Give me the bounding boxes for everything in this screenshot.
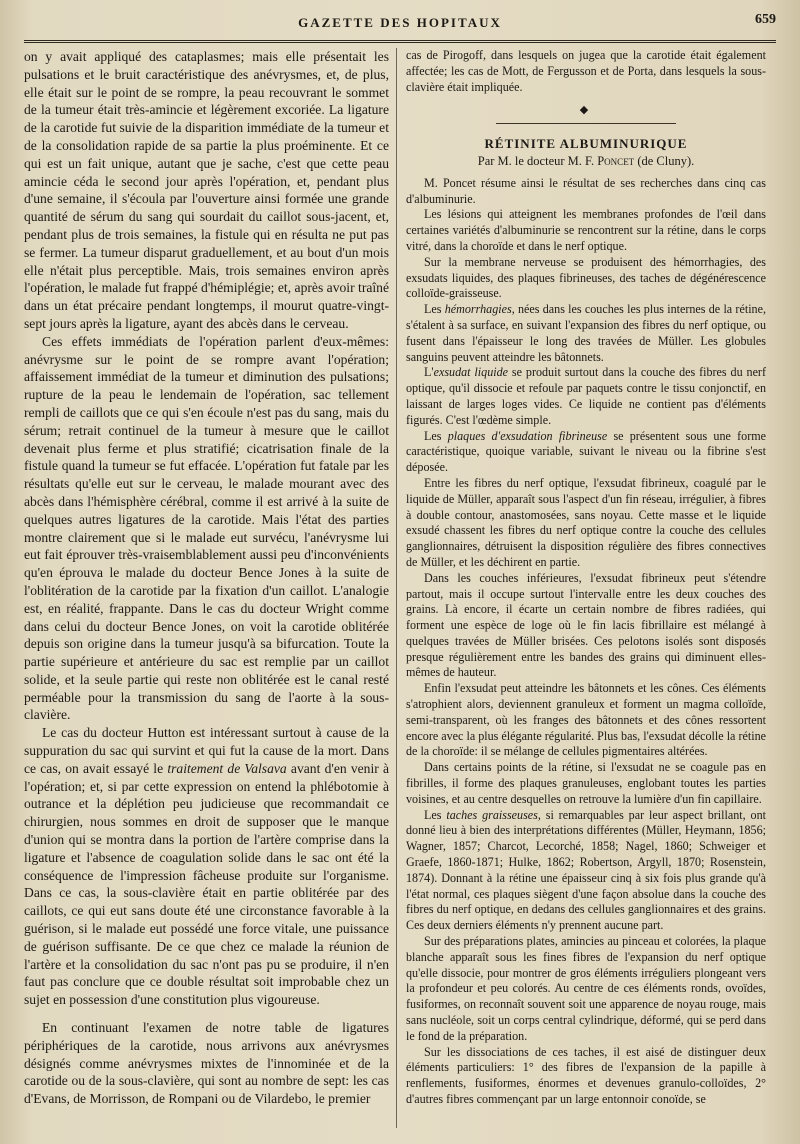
paragraph: Sur les dissociations de ces taches, il est aisé de distinguer deux éléments particuliers: 1° des fibres de l'expansion de la papille à renflements, fusiformes, énormes et devenues granulo-colloïdes, 2° d'autres fibres commençant par un large entonnoir conoïde, se	[406, 1044, 766, 1106]
page-header	[24, 6, 776, 43]
paragraph: En continuant l'examen de notre table de ligatures périphériques de la carotide, nous arrivons aux anévrysmes désignés comme anévrysmes mixtes de l'innominée et de la carotide ou de la sous-clavière, qui sont au nombre de sept: les cas d'Evans, de Morrisson, de Rompani ou de Vilardebo, le premier	[24, 1020, 389, 1107]
paragraph: on y avait appliqué des cataplasmes; mais elle présentait les pulsations et le bruit caractéristique des anévrysmes, et, de plus, elle était sur le point de se rompre, la peau recouvrant le sommet de la tumeur était très-amincie et légèrement excoriée. La ligature de la carotide fut suivie de la disparition immédiate de la tumeur et de la consolidation rapide de sa partie la plus proéminente. Et ce qui est un fait unique, autant que je sache, c'est que cette peau amincie céda le second jour après l'opération, et, pendant plus d'une semaine, il s'écoula par l'ouverture ainsi formée une grande quantité de sérum du sang qui sourdait du caillot sous-jacent, et, pendant plus de trois semaines, la fistule qui en résulta ne put pas se fermer. La tumeur disparut graduellement, et au bout d'un mois elle n'était plus perceptible. Mais, trois semaines environ après l'opération, le malade fut frappé d'hémiplégie; et, après avoir traîné dans un état précaire pendant longtemps, il mourut quatre-vingt-sept jours après la ligature, ayant des abcès dans le cerveau.	[24, 49, 389, 331]
paragraph	[24, 724, 389, 1009]
paragraph	[406, 365, 766, 428]
text-run: avant d'en venir à l'opération; et, si par cette expression on entend la phlébotomie à outrance et la déplétion peu judicieuse que recommandait ce chirurgien, nous sommes en droit de supposer que le manque d'union qui se montra dans la portion de l'artère comprise dans la ligature et l'absence de coagulation solide dans le sac ont été la conséquence de l'impression fâcheuse produite sur l'organisme. Dans ce cas, la sous-clavière était en partie oblitérée par des caillots, ce qui eut sans doute été une circonstance favorable à la guérison, si le malade eut possédé une force vitale, une puissance de guérison suffisante. De ce que chez ce malade la réunion de l'artère et la consolidation du sac n'ont pas pu se produire, il n'en faut pas conclure que ce double résultat soit improbable chez un sujet en possession d'une constitution plus vigoureuse.	[24, 760, 390, 1008]
author-suffix: (de Cluny).	[634, 153, 695, 168]
paragraph: Entre les fibres du nerf optique, l'exsudat fibrineux, coagulé par le liquide de Müller, apparaît sous l'aspect d'un fin réseau, irrégulier, à fibres à double contour, anastomosées, sans noyau. Cette masse et le liquide exsudé chassent les fibres du nerf optique contre la couche des cellules ganglionnaires, détruisent la disposition régulière des fibres connectives de Müller, et les déchirent en partie.	[406, 475, 766, 569]
italic-term: exsudat liquide	[433, 365, 509, 380]
paragraph: Les lésions qui atteignent les membranes profondes de l'œil dans certaines variétés d'albuminurie se rencontrent sur la rétine, dans le corps vitré, dans la choroïde et dans le nerf optique.	[406, 207, 766, 253]
text-run: , si remarquables par leur aspect brillant, ont donné lieu à bien des interprétations différentes (Müller, Heymann, 1856; Wagner, 1857; Charcot, Lecorché, 1858; Nagel, 1860; Schweiger et Graefe, 1860-1871; Hulke, 1862; Robertson, Argyll, 1870; Rosenstein, 1874). Donnant à la rétine une épaisseur cinq à six fois plus grande qu'à l'état normal, ces plaques siègent d'une façon absolue dans la couche des fibres du nerf optique, en dedans des cellules ganglionnaires et des grains. Ces deux derniers éléments n'y prennent aucune part.	[406, 807, 766, 933]
paragraph: Ces effets immédiats de l'opération parlent d'eux-mêmes: anévrysme sur le point de se rompre avant l'opération; affaissement immédiat de la tumeur et diminution des pulsations; rupture de la peau le lendemain de l'opération, sac tellement rempli de caillots que ce qui s'en écoule n'est pas du sang, mais du sérum; retrait continuel de la tumeur à mesure que le caillot devenait plus ferme et plus stratifié; cicatrisation finale de la fistule quand la tumeur se fut effacée. L'opération fut fatale par les résultats qu'elle eut sur le cerveau, le malade mourant avec des abcès dans l'hémisphère cérébral, comme il est arrivé à la suite de quelques autres ligatures de la carotide. Mais l'état des parties montre clairement que si le malade eut survécu, l'anévrysme lui eut fait éprouver très-vraisemblablement aussi peu d'inconvénients qu'en éprouva le malade du docteur Bence Jones à la suite de l'oblitération de la carotide par la fixation d'un caillot. L'analogie est, en réalité, frappante. Dans le cas du docteur Wright comme dans celui du docteur Bence Jones, on voit la carotide oblitérée depuis son origine dans la tumeur jusqu'à sa bifurcation. Toute la partie supérieure et antérieure du sac est remplie par un caillot solide, et la seule partie qui reste non oblitérée est le canal resté perméable pour la transmission du sang de l'aorte à la sous-clavière.	[24, 333, 389, 723]
separator-line	[496, 123, 676, 124]
journal-title: GAZETTE DES HOPITAUX	[298, 15, 502, 30]
article-title: RÉTINITE ALBUMINURIQUE	[484, 136, 688, 152]
italic-term: taches graisseuses	[446, 807, 538, 822]
right-column	[406, 48, 766, 1128]
italic-term: traitement de Valsava	[167, 760, 287, 776]
column-divider	[396, 48, 397, 1128]
text-run: L'	[424, 365, 434, 380]
paragraph	[406, 302, 766, 365]
text-run: Les	[424, 428, 448, 443]
text-run: se produit surtout dans la couche des fibres du nerf optique, qu'il dissocie et refoule par paquets contre le tissu conjonctif, en laissant de larges loges vides. Ce liquide ne contient pas d'éléments figurés. C'est l'œdème simple.	[406, 365, 766, 427]
paragraph: Dans les couches inférieures, l'exsudat fibrineux peut s'étendre partout, mais il occupe surtout l'intervalle entre les deux couches des grains. Là encore, il écarte un certain nombre de fibres radiées, qui forment une espèce de loge où le fin lacis fibrillaire est mélangé à quelques travées de Müller brisées. Ces pelotons isolés sont disposés presque régulièrement entre les bandes des grains qui diminuent elles-mêmes de hauteur.	[406, 570, 766, 680]
left-column	[24, 48, 389, 1128]
text-run: Les	[424, 302, 445, 317]
italic-term: hémorrhagies	[444, 302, 512, 317]
paragraph: Sur des préparations plates, amincies au pinceau et colorées, la plaque blanche apparaît sous les fines fibres de l'expansion du nerf optique qu'elle dissocie, pour montrer de gros éléments irréguliers plongeant vers la profondeur et peu colorés. Au centre de ces éléments ronds, ovoïdes, fusiformes, on reconnaît souvent soit une apparence de noyau rouge, mais sans nucléole, soit un corps central cylindrique, déformé, qui se perd dans le fond de la préparation.	[406, 934, 766, 1043]
text-run: Le cas du docteur Hutton est intéressant surtout à cause de la suppuration du sac qui survint et qui fut la cause de la mort. Dans ce cas, on avait essayé le	[24, 725, 389, 776]
paragraph: Dans certains points de la rétine, si l'exsudat ne se coagule pas en fibrilles, il forme des plaques granuleuses, englobant toutes les parties voisines, et au centre desquelles on retrouve la lumière d'un fin capillaire.	[406, 760, 766, 806]
paragraph: M. Poncet résume ainsi le résultat de ses recherches dans cinq cas d'albuminurie.	[406, 175, 766, 206]
paragraph: Sur la membrane nerveuse se produisent des hémorrhagies, des exsudats liquides, des plaques fibrineuses, des taches de dégénérescence colloïde-graisseuse.	[406, 254, 766, 301]
text-run: se présentent sous une forme caractéristique, quoique variable, suivant le niveau ou la fibrine s'est déposée.	[406, 428, 766, 475]
text-run: , nées dans les couches les plus internes de la rétine, s'étalent à sa surface, en suivant l'expansion des fibres du nerf optique, ou fusent dans l'épaisseur le long des travées de Müller. Les globules sanguins peuvent atteindre les bâtonnets.	[406, 302, 766, 364]
author-name: Poncet	[597, 153, 635, 168]
author-prefix: Par M. le docteur M. F.	[477, 153, 598, 168]
paragraph	[406, 808, 766, 934]
page-number: 659	[755, 12, 776, 27]
paragraph	[406, 429, 766, 476]
paragraph: cas de Pirogoff, dans lesquels on jugea que la carotide était également affectée; les cas de Mott, de Fergusson et de Porta, dans lesquels la sous-clavière était impliquée.	[406, 48, 766, 94]
article-author	[406, 154, 766, 170]
italic-term: plaques d'exsudation fibrineuse	[447, 428, 608, 443]
paragraph: Enfin l'exsudat peut atteindre les bâtonnets et les cônes. Ces éléments s'atrophient alors, deviennent granuleux et forment un magma colloïde, semi-transparent, où les franges des bâtonnets et des cônes ressortent encore avec la plus élégante régularité. Plus bas, l'exsudat décolle la rétine de la choroïde: il se mélange de cellules pigmentaires altérées.	[406, 681, 766, 759]
text-run: Les	[424, 807, 447, 822]
section-separator: ◆	[579, 104, 593, 117]
